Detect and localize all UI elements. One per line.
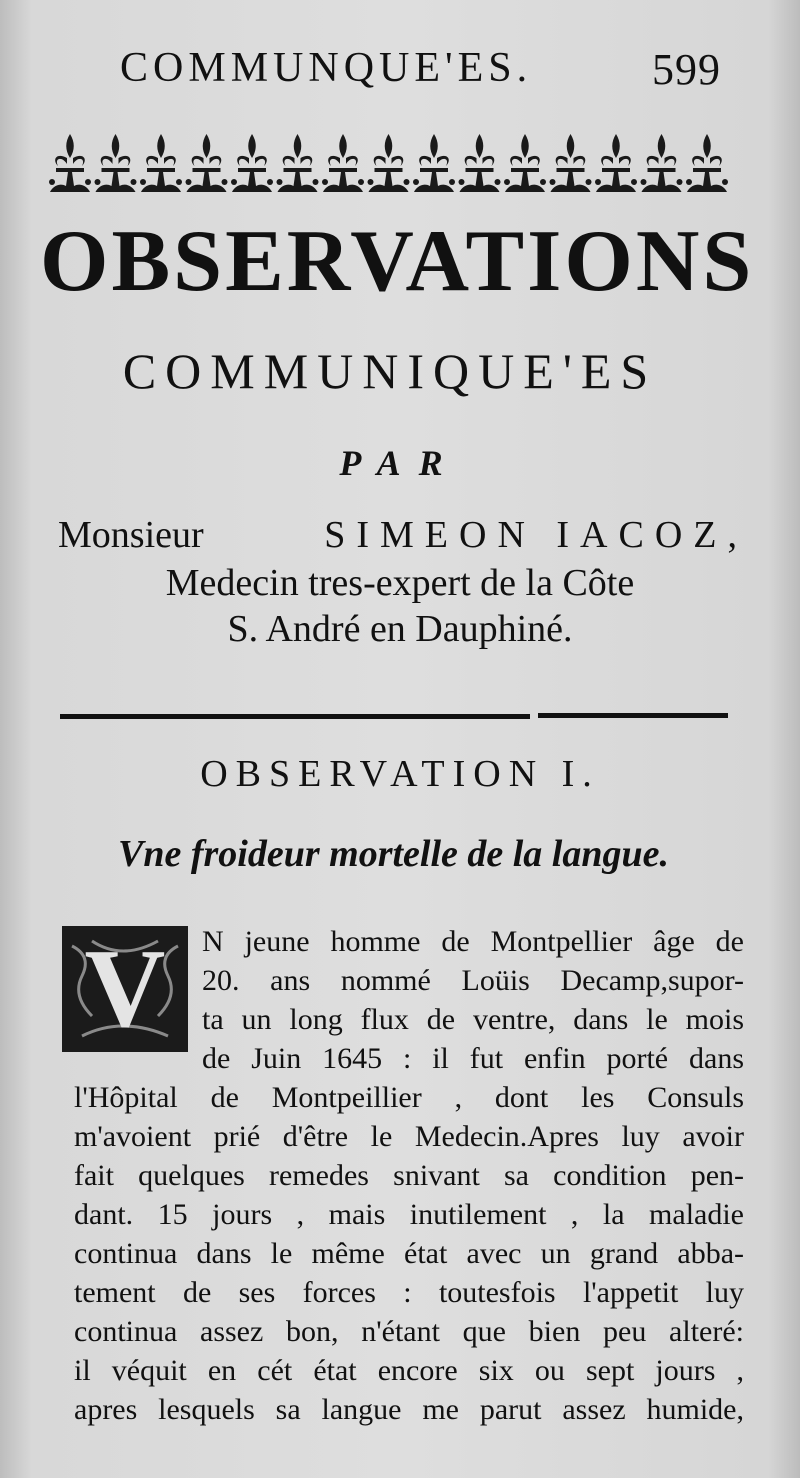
credential-line-1: Medecin tres-expert de la Côte (165, 562, 635, 604)
fleur-de-lis-border-icon (48, 128, 728, 196)
credential-line-2: S. André en Dauphiné. (227, 608, 573, 650)
body-line: de Juin 1645 : il fut enfin porté dans (202, 1042, 744, 1075)
author-line (58, 510, 748, 560)
observation-heading: OBSERVATION I. (200, 753, 600, 795)
par-label: PAR (339, 443, 461, 483)
running-head (0, 44, 800, 104)
body-line: m'avoient prié d'être le Medecin.Apres luy avoir (74, 1120, 744, 1153)
running-title: COMMUNQUE'ES. (120, 45, 533, 91)
drop-cap-letter: V (84, 927, 166, 1051)
author-prefix: Monsieur (58, 514, 204, 556)
body-line: apres lesquels sa langue me parut assez humide, (74, 1393, 744, 1426)
author-name: SIMEON IACOZ, (324, 514, 748, 556)
body-line: dant. 15 jours , mais inutilement , la maladie (74, 1198, 744, 1231)
author-credential (60, 560, 740, 652)
body-line: fait quelques remedes snivant sa condition pen- (74, 1159, 744, 1192)
body-line: tement de ses forces : toutesfois l'appetit luy (74, 1276, 744, 1309)
subtitle: COMMUNIQUE'ES (122, 343, 658, 399)
body-line: continua assez bon, n'étant que bien peu alteré: (74, 1315, 744, 1348)
body-line: l'Hôpital de Montpeillier , dont les Consuls (74, 1081, 744, 1114)
body-line: ta un long flux de ventre, dans le mois (202, 1003, 744, 1036)
drop-cap (62, 926, 188, 1052)
page-number: 599 (652, 45, 721, 94)
divider-rule (60, 712, 728, 720)
body-line: 20. ans nommé Loüis Decamp,supor- (202, 964, 744, 997)
body-line: il véquit en cét état encore six ou sept jours , (74, 1354, 744, 1387)
body-line: continua dans le même état avec un grand abba- (74, 1237, 744, 1270)
observation-subtitle: Vne froideur mortelle de la langue. (118, 833, 669, 875)
body-line: N jeune homme de Montpellier âge de (202, 925, 744, 958)
main-title: OBSERVATIONS (40, 213, 755, 310)
